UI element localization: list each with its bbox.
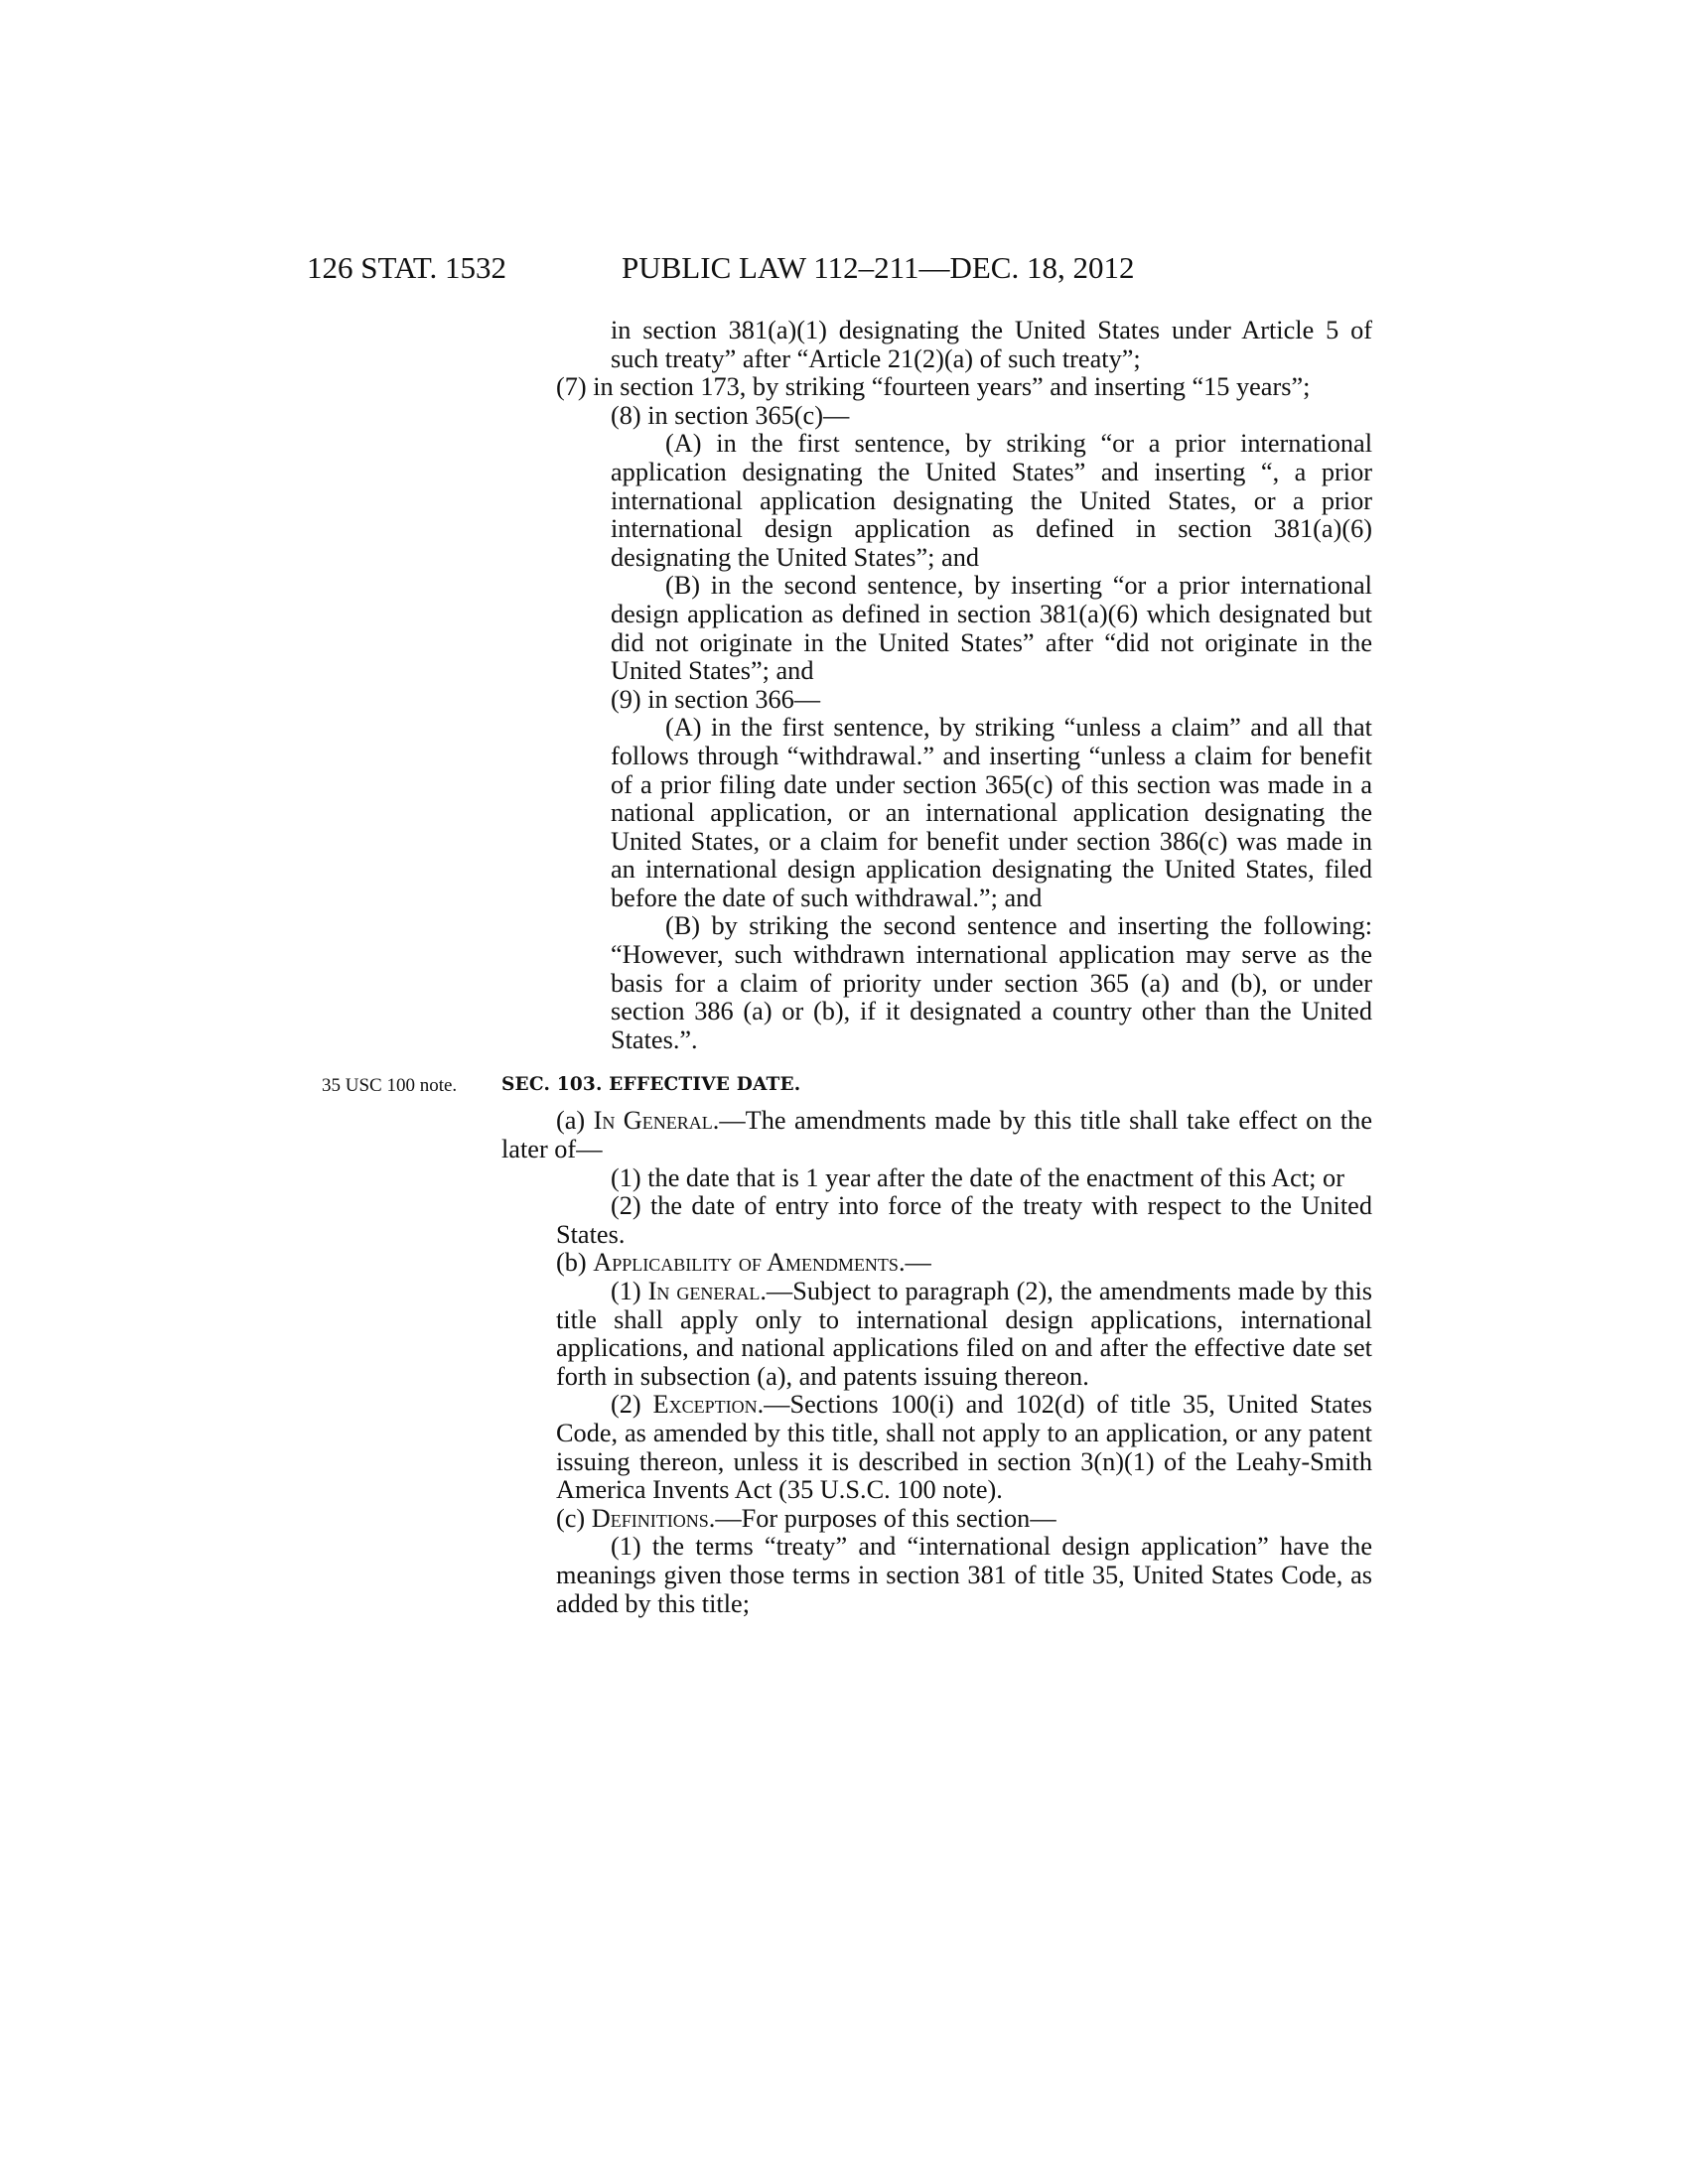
subsection-a-text: .—The amendments made by this title shall take effect on the later of— <box>501 1106 1372 1164</box>
paragraph-6-continuation: in section 381(a)(1) designating the United States under Article 5 of such treaty” after “Article 21(2)(a) of such treaty”; <box>611 316 1372 373</box>
subsection-b <box>501 1249 1372 1278</box>
public-law-title: PUBLIC LAW 112–211—DEC. 18, 2012 <box>622 250 1135 285</box>
subsection-b-1-text: .—Subject to paragraph (2), the amendments made by this title shall apply only to international design applications, international applications, and national applications filed on and after the effective date set forth in subsection (a), and patents issuing thereon. <box>556 1277 1372 1391</box>
subsection-c <box>501 1505 1372 1534</box>
subsection-c-title: Definitions <box>591 1503 709 1533</box>
paragraph-8-a: (A) in the first sentence, by striking “or a prior international application designating the United States” and inserting “, a prior international application designating the United States, or a prior international design application as defined in section 381(a)(6) designating the United States”; and <box>611 429 1372 572</box>
page-header <box>0 250 1688 290</box>
paragraph-9: (9) in section 366— <box>611 684 821 714</box>
section-heading: SEC. 103. EFFECTIVE DATE. <box>501 1074 801 1096</box>
paragraph-7: (7) in section 173, by striking “fourteen years” and inserting “15 years”; <box>556 372 1311 402</box>
subsection-b-2-text: .—Sections 100(i) and 102(d) of title 35, United States Code, as amended by this title, shall not apply to an application, or any patent issuing thereon, unless it is described in section 3(n)(1) of the Leahy-Smith America Invents Act (35 U.S.C. 100 note). <box>556 1390 1372 1505</box>
subsection-c-1: (1) the terms “treaty” and “international design application” have the meanings given those terms in section 381 of title 35, United States Code, as added by this title; <box>556 1532 1372 1618</box>
margin-note: 35 USC 100 note. <box>322 1075 458 1097</box>
subsection-b-prefix: (b) <box>556 1248 594 1278</box>
subsection-c-prefix: (c) <box>556 1503 592 1533</box>
subsection-b-1-title: In general <box>647 1277 761 1305</box>
subsection-c-text: .—For purposes of this section— <box>708 1503 1056 1533</box>
subsection-a-1: (1) the date that is 1 year after the date of the enactment of this Act; or <box>611 1162 1344 1192</box>
paragraph-8-b: (B) in the second sentence, by inserting “or a prior international design application as defined in section 381(a)(6) which designated but did not originate in the United States” after “did not originate in the United States”; and <box>611 571 1372 686</box>
subsection-a <box>501 1107 1372 1163</box>
statute-page-number: 126 STAT. 1532 <box>307 250 507 285</box>
subsection-b-1 <box>501 1278 1372 1391</box>
subsection-b-text: .— <box>898 1248 931 1278</box>
subsection-a-title: In General <box>593 1106 713 1136</box>
subsection-b-2-prefix: (2) <box>611 1390 653 1420</box>
subsection-b-title: Applicability of Amendments <box>593 1248 899 1278</box>
document-body <box>322 316 1372 1618</box>
paragraph-9-b: (B) by striking the second sentence and inserting the following: “However, such withdrawn international application may serve as the basis for a claim of priority under section 365 (a) and (b), or under section 386 (a) or (b), if it designated a country other than the United States.”. <box>611 911 1372 1054</box>
subsection-a-2: (2) the date of entry into force of the treaty with respect to the United States. <box>556 1191 1372 1249</box>
paragraph-9-a: (A) in the first sentence, by striking “unless a claim” and all that follows through “withdrawal.” and inserting “unless a claim for benefit of a prior filing date under section 365(c) of this section was made in a national application, or an international application designating the United States, or a claim for benefit under section 386(c) was made in an international design application designating the United States, filed before the date of such withdrawal.”; and <box>611 713 1372 912</box>
subsection-b-2-title: Exception <box>652 1390 758 1420</box>
subsection-a-prefix: (a) <box>556 1106 594 1136</box>
section-heading-row <box>322 1070 1372 1098</box>
subsection-b-2 <box>501 1391 1372 1504</box>
paragraph-8: (8) in section 365(c)— <box>611 400 850 430</box>
subsection-b-1-prefix: (1) <box>611 1277 648 1305</box>
